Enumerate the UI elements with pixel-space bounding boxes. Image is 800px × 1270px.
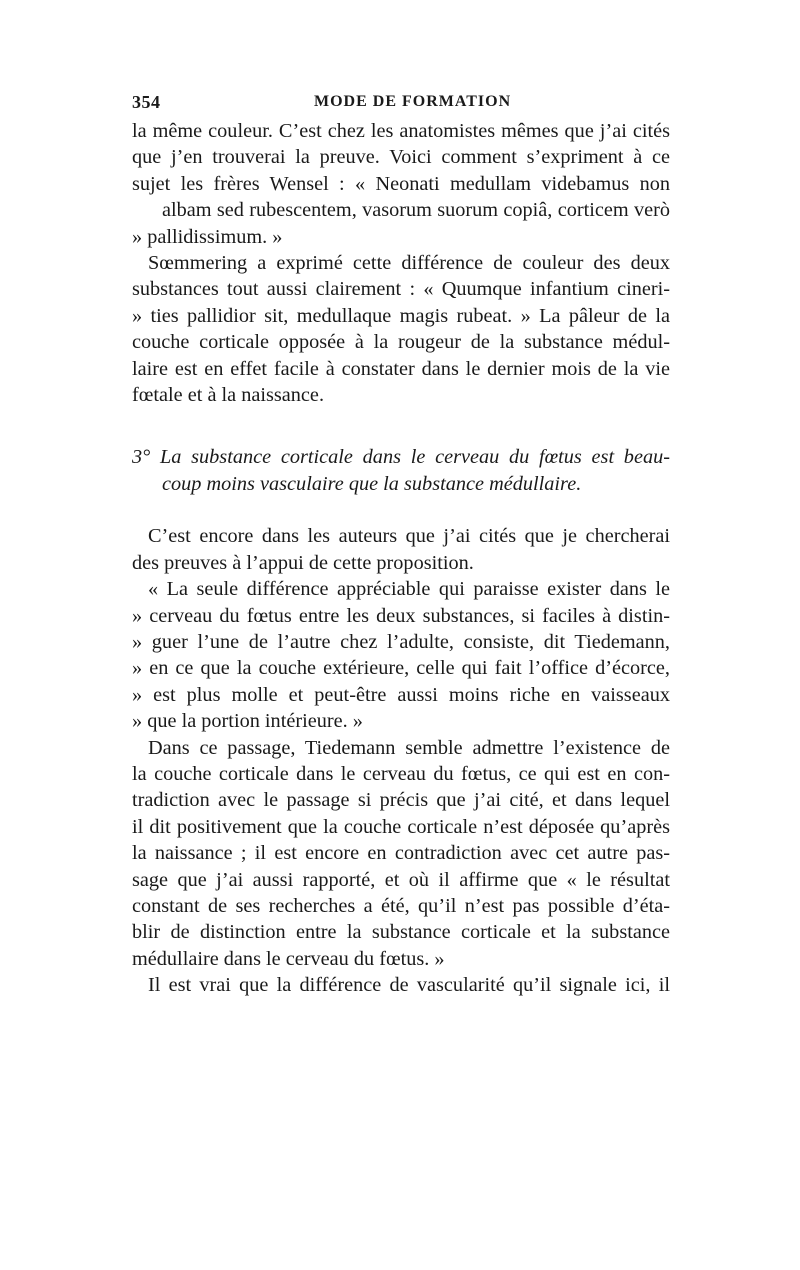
text-line: il dit positivement que la couche corticale n’est déposée qu’après [132,815,670,838]
text-line: la même couleur. C’est chez les anatomistes mêmes que j’ai cités [132,120,670,142]
text-line: médullaire dans le cerveau du fœtus. » [132,947,445,970]
text-line: » cerveau du fœtus entre les deux substances, si faciles à distin- [132,604,670,627]
text-line: tradiction avec le passage si précis que j’ai cité, et dans lequel [132,789,670,812]
text-line: Dans ce passage, Tiedemann semble admettre l’existence de [148,736,670,759]
text-line: Il est vrai que la différence de vascularité qu’il signale ici, il [148,974,670,997]
text-line: laire est en effet facile à constater dans le dernier mois de la vie [132,357,670,380]
heading-line: coup moins vasculaire que la substance médullaire. [162,472,582,495]
text-line: la couche corticale dans le cerveau du fœtus, ce qui est en con- [132,762,670,785]
text-line: la naissance ; il est encore en contradiction avec cet autre pas- [132,842,670,865]
quotation [132,576,670,734]
paragraph [132,523,670,576]
text-line: que j’en trouverai la preuve. Voici comment s’expriment à ce [132,146,670,169]
page-number: 354 [132,92,161,112]
text-line: fœtale et à la naissance. [132,384,325,407]
paragraph [132,118,670,250]
text-line: » en ce que la couche extérieure, celle qui fait l’office d’écorce, [132,657,670,680]
text-line: » ties pallidior sit, medullaque magis rubeat. » La pâleur de la [132,304,670,327]
text-line: « La seule différence appréciable qui paraisse exister dans le [148,578,670,601]
text-line: substances tout aussi clairement : « Quumque infantium cineri- [132,278,670,301]
paragraph [132,735,670,973]
heading-line: 3° La substance corticale dans le cerveau du fœtus est beau- [132,446,670,469]
text-line: albam sed rubescentem, vasorum suorum copiâ, corticem verò [162,199,670,222]
text-line: couche corticale opposée à la rougeur de la substance médul- [132,331,670,354]
text-line: Sœmmering a exprimé cette différence de couleur des deux [148,252,670,275]
text-line: » guer l’une de l’autre chez l’adulte, consiste, dit Tiedemann, [132,630,670,653]
text-line: sage que j’ai aussi rapporté, et où il affirme que « le résultat [132,868,670,891]
text-line: C’est encore dans les auteurs que j’ai cités que je chercherai [148,525,670,548]
text-line: sujet les frères Wensel : « Neonati medullam videbamus non [132,172,670,195]
text-line: constant de ses recherches a été, qu’il n’est pas possible d’éta- [132,894,670,917]
running-head: MODE DE FORMATION [314,93,512,110]
page-header [132,92,670,118]
book-page [132,92,670,999]
text-line: » est plus molle et peut-être aussi moins riche en vaisseaux [132,683,670,706]
text-line: » que la portion intérieure. » [132,710,363,733]
section-heading [132,444,670,497]
paragraph [132,972,670,998]
text-line: des preuves à l’appui de cette proposition. [132,551,474,574]
paragraph [132,250,670,408]
text-line: blir de distinction entre la substance corticale et la substance [132,921,670,944]
text-line: » pallidissimum. » [132,225,283,248]
